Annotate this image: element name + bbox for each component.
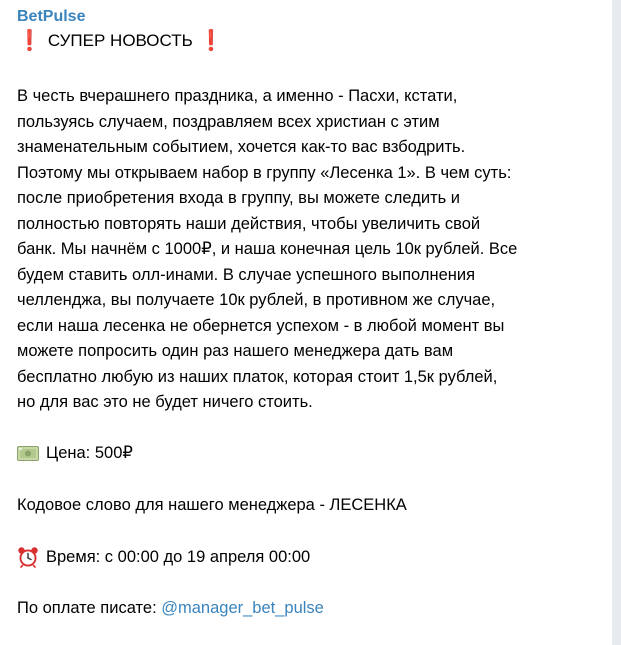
body-line: Поэтому мы открываем набор в группу «Лесенка 1». В чем суть:	[17, 163, 512, 182]
codeword-text: Кодовое слово для нашего менеджера - ЛЕСЕНКА	[17, 496, 407, 514]
body-line: банк. Мы начнём с 1000₽, и наша конечная цель 10к рублей. Все	[17, 240, 518, 258]
body-line: челленджа, вы получаете 10к рублей, в противном же случае,	[17, 291, 496, 309]
price-row	[17, 441, 598, 467]
payment-prefix: По оплате писате:	[17, 599, 162, 617]
sender-name[interactable]: BetPulse	[17, 8, 86, 25]
body-line: будем ставить олл-инами. В случае успешного выполнения	[17, 265, 476, 284]
body-line: после приобретения входа в группу, вы можете следить и	[17, 189, 461, 207]
exclamation-icon: ❗	[17, 30, 42, 52]
codeword-row	[17, 493, 598, 519]
payment-row	[17, 596, 598, 622]
manager-mention-link[interactable]: @manager_bet_pulse	[161, 599, 324, 617]
time-row	[17, 545, 598, 571]
body-line: В честь вчерашнего праздника, а именно - Пасхи, кстати,	[17, 87, 458, 105]
chat-background-edge	[612, 0, 621, 645]
cash-icon	[17, 446, 39, 461]
body-line: можете попросить один раз нашего менеджера дать вам	[17, 342, 454, 360]
body-line: пользуясь случаем, поздравляем всех христиан с этим	[17, 112, 440, 131]
headline-text: СУПЕР НОВОСТЬ	[47, 31, 193, 50]
body-line: но для вас это не будет ничего стоить.	[17, 393, 313, 411]
headline	[17, 28, 598, 54]
alarm-clock-icon	[17, 546, 39, 568]
payment-text	[17, 596, 324, 622]
body-line: если наша лесенка не обернется успехом - в любой момент вы	[17, 316, 505, 335]
body-line: бесплатно любую из наших платок, которая стоит 1,5к рублей,	[17, 367, 498, 386]
price-text: Цена: 500₽	[46, 443, 133, 462]
body-line: полностью повторять наши действия, чтобы увеличить свой	[17, 214, 481, 233]
message-body	[17, 84, 605, 416]
exclamation-icon: ❗	[198, 30, 224, 52]
time-text: Время: с 00:00 до 19 апреля 00:00	[46, 547, 311, 566]
body-line: знаменательным событием, хочется как-то вас взбодрить.	[17, 138, 466, 156]
